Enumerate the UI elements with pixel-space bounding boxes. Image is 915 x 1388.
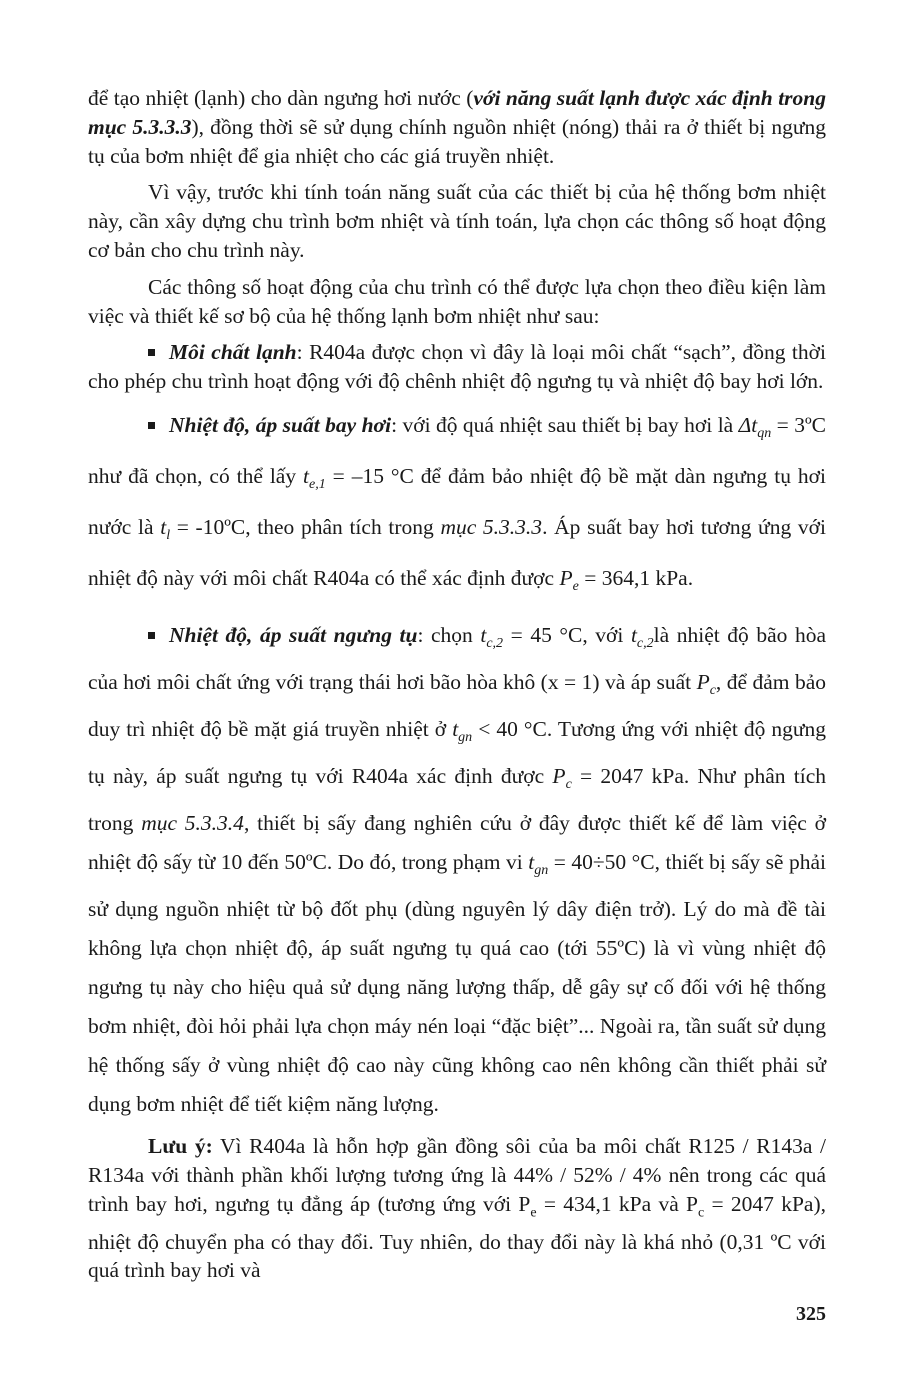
math-pc	[696, 669, 716, 698]
text-run: để tạo nhiệt (lạnh) cho dàn ngưng hơi nước (	[88, 86, 474, 110]
bullet-label: Nhiệt độ, áp suất ngưng tụ	[169, 622, 418, 647]
math-subscript: gn	[534, 862, 549, 878]
math-symbol: t	[303, 463, 310, 488]
text-run: . Tương ứng với nhiệt độ ngưng tụ này, áp suất ngưng tụ với R404a xác định được	[88, 716, 826, 788]
math-value: = –15 °C	[325, 463, 414, 488]
math-value: < 40 °C	[472, 716, 547, 741]
emphasis-reference: với năng suất lạnh được xác định trong mục 5.3.3.3	[88, 86, 826, 139]
math-value: = 45 °C	[503, 622, 583, 647]
math-subscript: c	[698, 1204, 705, 1220]
math-te1	[303, 463, 414, 492]
math-symbol: t	[480, 622, 487, 647]
text-run: : chọn	[417, 622, 481, 647]
text-run: Vì R404a là hỗn hợp gần đồng sôi của ba môi chất R125 / R143a / R134a với thành phần khối lượng tương ứng là 44% / 52% / 4% nên trong các quá trình bay hơi, ngưng tụ đẳng áp (tương ứng với P	[88, 1133, 826, 1216]
text-run: , thiết bị sấy đang nghiên cứu ở đây được thiết kế để làm việc ở nhiệt độ sấy từ 10 đến 50ºC. Do đó, trong phạm vi	[88, 810, 827, 874]
square-bullet-icon	[148, 422, 155, 429]
section-reference: mục 5.3.3.4	[141, 810, 244, 835]
math-symbol: t	[528, 849, 535, 874]
bullet-condensation	[88, 616, 826, 1124]
text-run: , để đảm bảo duy trì nhiệt độ bề mặt giá truyền nhiệt ở	[88, 669, 827, 741]
math-tc2	[480, 622, 583, 651]
text-run: = 2047 kPa), nhiệt độ chuyển pha có thay đổi. Tuy nhiên, do thay đổi này là khá nhỏ (0,31 ºC với quá trình bay hơi và	[88, 1191, 826, 1283]
text-run: , với	[582, 622, 631, 647]
text-run: : với độ quá nhiệt sau thiết bị bay hơi là	[391, 412, 739, 437]
math-symbol: Δt	[738, 412, 758, 437]
bullet-label: Nhiệt độ, áp suất bay hơi	[169, 412, 392, 437]
page-number: 325	[796, 1303, 826, 1325]
math-delta-t	[738, 412, 772, 441]
note-label: Lưu ý:	[148, 1133, 213, 1158]
bullet-label: Môi chất lạnh	[169, 340, 297, 365]
text-run: là nhiệt độ bão hòa của hơi môi chất ứng với trạng thái hơi bão hòa khô (x = 1) và áp suất	[88, 622, 826, 694]
math-pe	[559, 565, 579, 594]
bullet-refrigerant	[88, 338, 826, 396]
math-subscript: c	[709, 682, 716, 698]
math-pc2	[552, 763, 572, 792]
math-symbol: P	[559, 565, 573, 590]
square-bullet-icon	[148, 632, 155, 639]
paragraph-note	[88, 1132, 826, 1285]
text-run: = 364,1 kPa.	[578, 565, 694, 590]
math-symbol: t	[160, 514, 167, 539]
math-subscript: e	[530, 1204, 537, 1220]
math-subscript: gn	[458, 729, 473, 745]
math-subscript: c	[565, 776, 572, 792]
text-run: = 434,1 kPa và P	[536, 1191, 698, 1216]
math-symbol: P	[552, 763, 566, 788]
text-run: ), đồng thời sẽ sử dụng chính nguồn nhiệt (nóng) thải ra ở thiết bị ngưng tụ của bơm nhiệt để gia nhiệt cho các giá truyền nhiệt.	[88, 114, 826, 168]
paragraph-2: Vì vậy, trước khi tính toán năng suất của các thiết bị của hệ thống bơm nhiệt này, cần xây dựng chu trình bơm nhiệt và tính toán, lựa chọn các thông số hoạt động cơ bản cho chu trình này.	[88, 180, 826, 262]
math-symbol: P	[696, 669, 710, 694]
math-tl	[160, 514, 171, 543]
math-subscript: c,2	[486, 635, 504, 651]
math-symbol: t	[452, 716, 459, 741]
text-run: để đảm bảo nhiệt độ bề mặt dàn ngưng tụ hơi nước là	[88, 463, 826, 539]
math-subscript: qn	[757, 425, 772, 441]
paragraph-3: Các thông số hoạt động của chu trình có thể được lựa chọn theo điều kiện làm việc và thiết kế sơ bộ của hệ thống lạnh bơm nhiệt như sau:	[88, 274, 826, 328]
text-run: : R404a được chọn vì đây là loại môi chất “sạch”, đồng thời cho phép chu trình hoạt động với độ chênh nhiệt độ ngưng tụ và nhiệt độ bay hơi lớn.	[88, 340, 826, 394]
text-run: , thiết bị sấy sẽ phải sử dụng nguồn nhiệt từ bộ đốt phụ (dùng nguyên lý dây điện trở). Lý do mà đề tài không lựa chọn nhiệt độ, áp suất ngưng tụ quá cao (tới 55ºC) là vì vùng nhiệt độ ngưng tụ này cho hiệu quả sử dụng năng lượng thấp, dễ gây sự cố đối với hệ thống bơm nhiệt, đòi hỏi phải lựa chọn máy nén loại “đặc biệt”... Ngoài ra, tần suất sử dụng hệ thống sấy ở vùng nhiệt độ cao này cũng không cao nên không cần thiết phải sử dụng bơm nhiệt để tiết kiệm năng lượng.	[88, 849, 826, 1116]
section-reference: mục 5.3.3.3	[440, 514, 543, 539]
math-tgn	[452, 716, 547, 745]
math-symbol: t	[630, 622, 637, 647]
square-bullet-icon	[148, 349, 155, 356]
math-subscript: l	[166, 527, 171, 543]
math-tgn-range	[528, 849, 655, 878]
paragraph-1	[88, 84, 826, 170]
math-tc2-ref	[630, 622, 654, 651]
math-subscript: e,1	[309, 476, 326, 492]
text-run: = -10ºC, theo phân tích trong	[170, 514, 441, 539]
bullet-evaporation	[88, 404, 826, 608]
text-run: = 3ºC như đã chọn, có thể lấy	[88, 412, 826, 488]
body-text	[88, 84, 826, 1293]
text-run: = 2047 kPa. Như phân tích trong	[88, 763, 826, 835]
text-run: . Áp suất bay hơi tương ứng với nhiệt độ này với môi chất R404a có thể xác định được	[88, 514, 826, 590]
math-subscript: e	[572, 578, 579, 594]
math-value: = 40÷50 °C	[548, 849, 655, 874]
math-subscript: c,2	[636, 635, 654, 651]
